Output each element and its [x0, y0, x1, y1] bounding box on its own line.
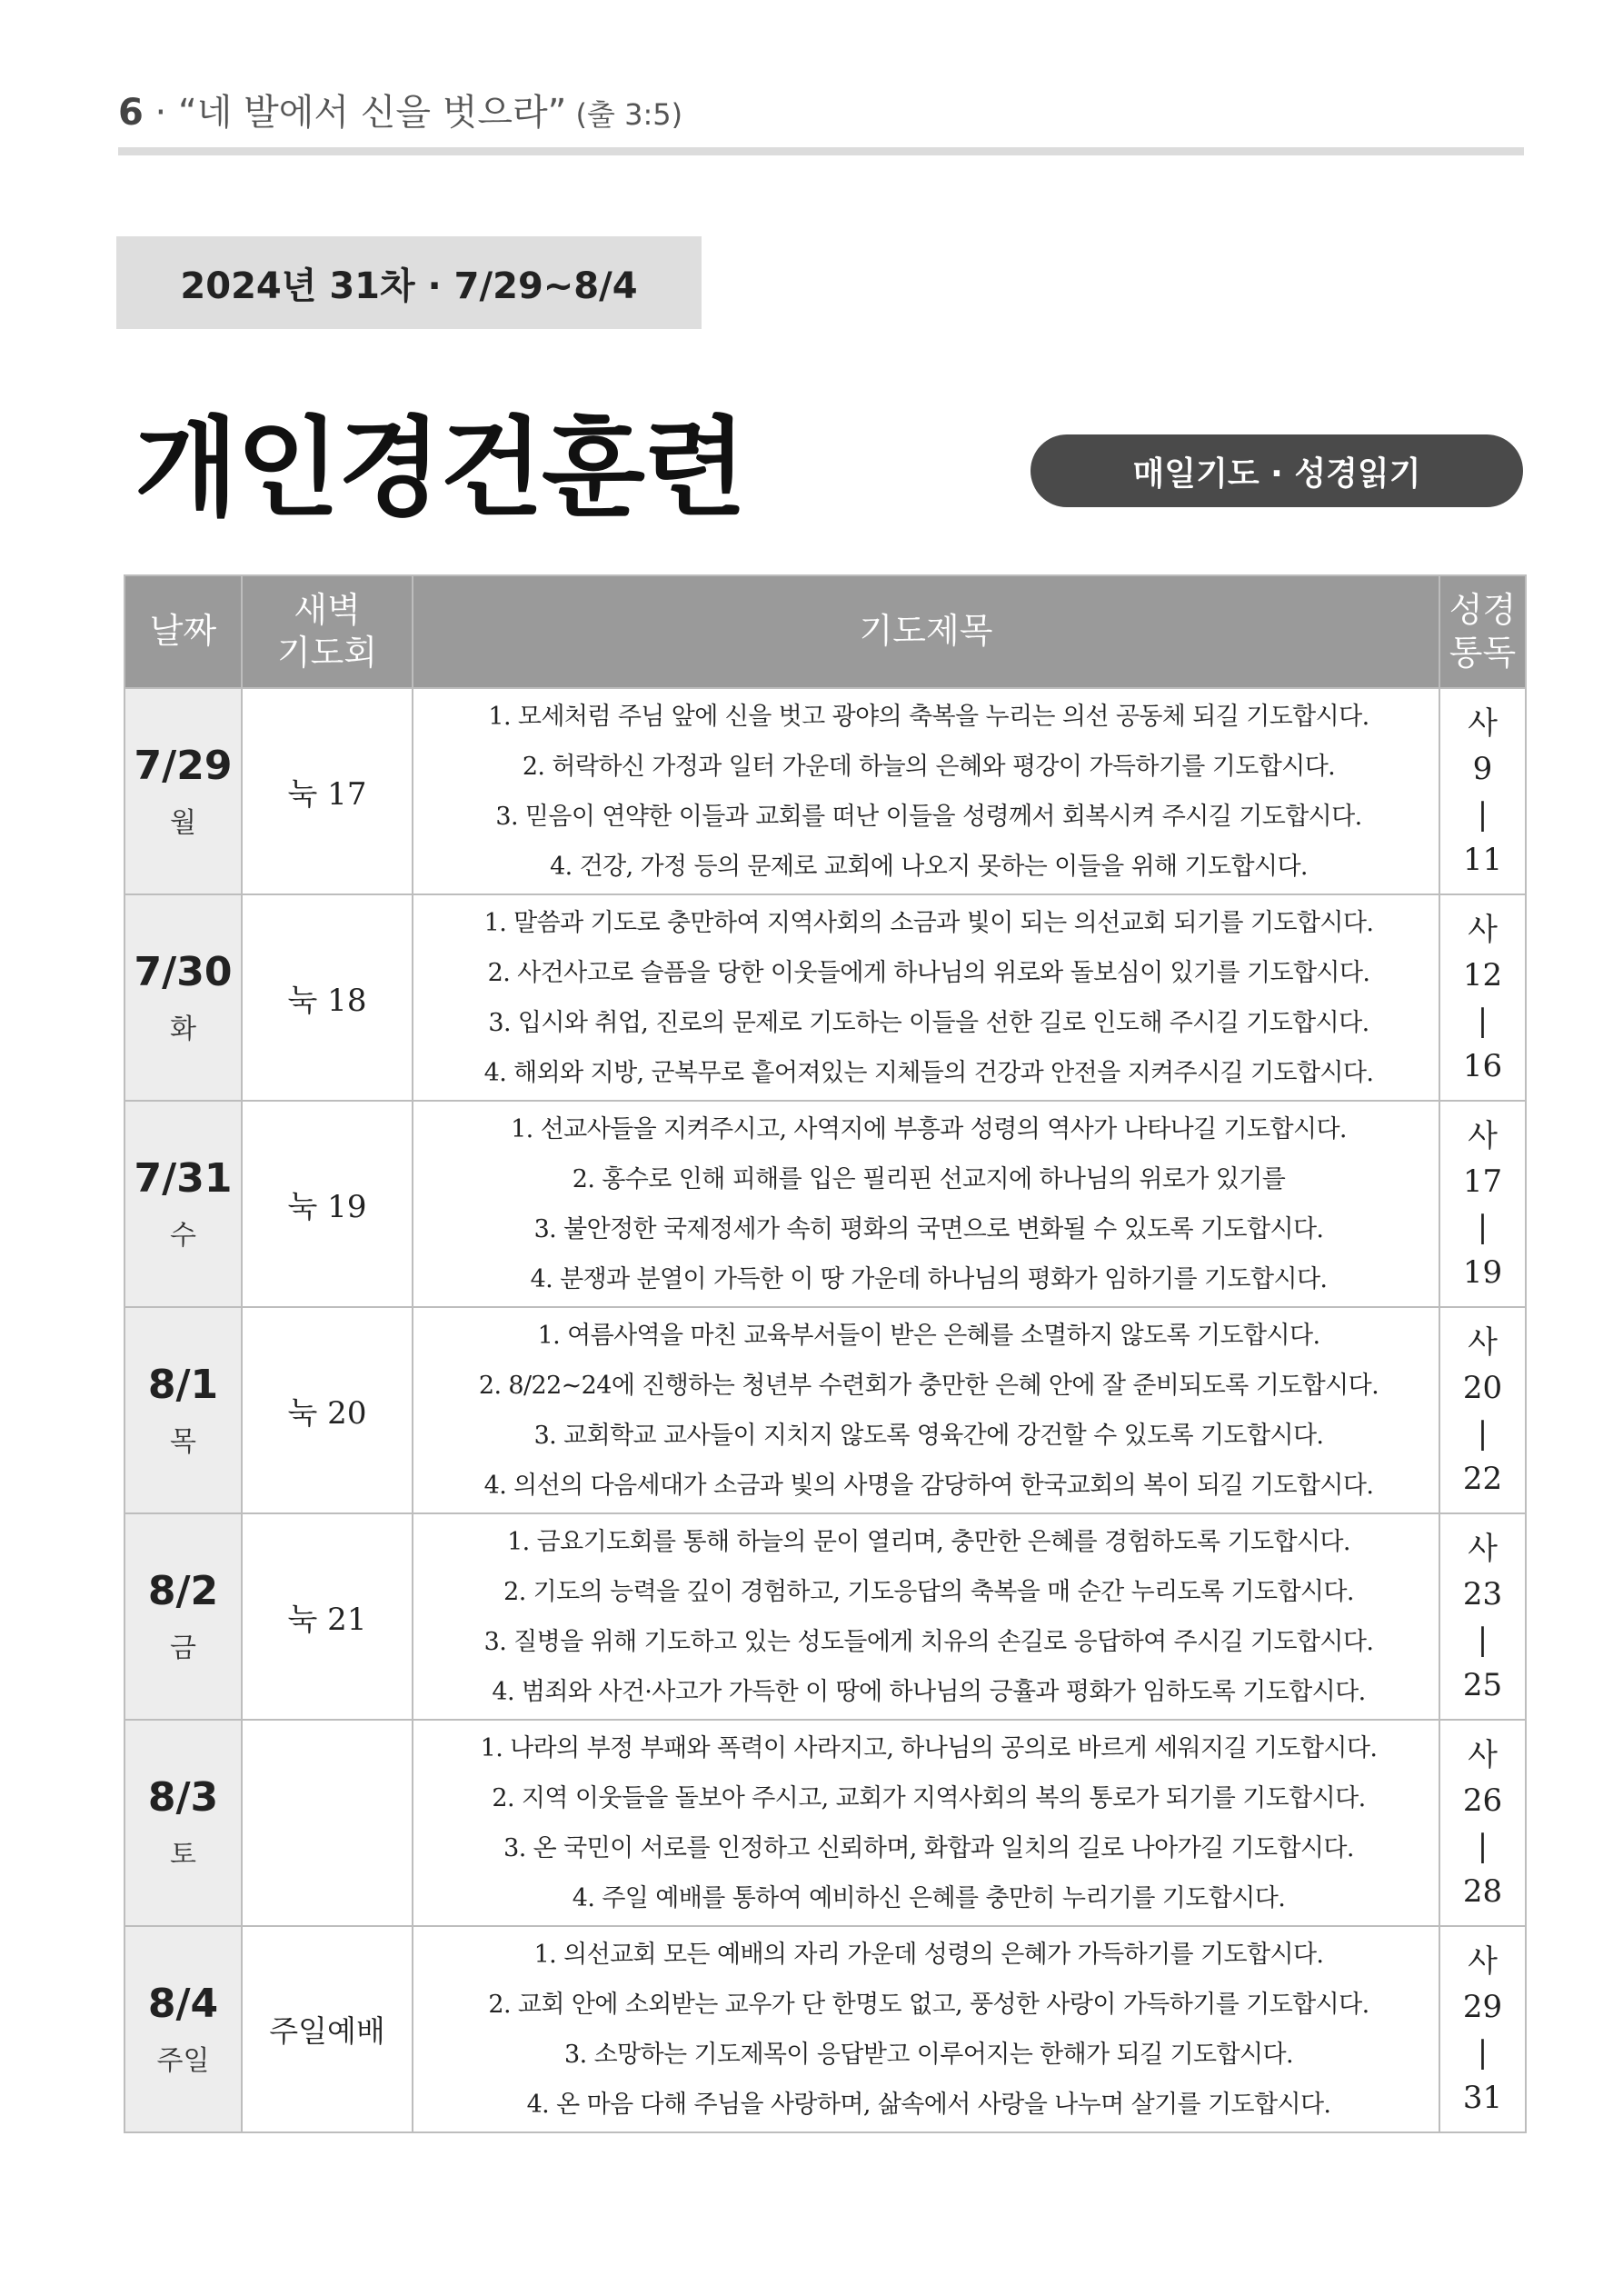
bible-end: 11: [1462, 841, 1503, 878]
bible-start: 9: [1472, 750, 1493, 787]
bible-cell: [1439, 894, 1526, 1101]
bible-book: 사: [1468, 704, 1498, 742]
weekday-label: 수: [170, 1220, 196, 1252]
table-row: [124, 1513, 1526, 1720]
bible-book: 사: [1468, 1323, 1498, 1361]
dawn-cell: [242, 894, 413, 1101]
header-reference: (출 3:5): [566, 97, 683, 132]
prayer-item: 2. 홍수로 인해 피해를 입은 필리핀 선교지에 하나님의 위로가 있기를: [572, 1164, 1286, 1193]
header-dawn: [242, 575, 413, 688]
date-cell: [124, 1926, 242, 2132]
date-cell: [124, 1307, 242, 1513]
weekday-label: 주일: [156, 2045, 210, 2077]
prayer-item: 4. 온 마음 다해 주님을 사랑하며, 삶속에서 사랑을 나누며 살기를 기도합시다.: [526, 2090, 1331, 2119]
dawn-passage: 눅 17: [287, 776, 367, 813]
bible-start: 17: [1462, 1163, 1503, 1200]
weekday-label: 금: [170, 1632, 196, 1664]
prayer-item: 2. 사건사고로 슬픔을 당한 이웃들에게 하나님의 위로와 돌보심이 있기를 기도합시다.: [487, 958, 1370, 987]
page-title: 개인경건훈련: [134, 405, 745, 531]
prayer-cell: [413, 1513, 1439, 1720]
table-row: [124, 1926, 1526, 2132]
date-label: 7/30: [134, 949, 233, 995]
bible-start: 12: [1462, 956, 1503, 993]
prayer-item: 1. 의선교회 모든 예배의 자리 가운데 성령의 은혜가 가득하기를 기도합시다.: [533, 1940, 1324, 1969]
prayer-item: 3. 소망하는 기도제목이 응답받고 이루어지는 한해가 되길 기도합시다.: [564, 2040, 1293, 2069]
page-number: 6: [118, 92, 144, 134]
dawn-passage: 눅 18: [287, 983, 367, 1019]
date-label: 8/2: [147, 1568, 219, 1614]
date-cell: [124, 688, 242, 894]
header-separator: ·: [143, 92, 178, 134]
date-label: 7/31: [134, 1155, 233, 1202]
date-label: 8/1: [147, 1362, 219, 1408]
dawn-cell: [242, 1513, 413, 1720]
bible-cell: [1439, 1720, 1526, 1926]
table-row: [124, 1720, 1526, 1926]
header-topic: 기도제목: [413, 575, 1439, 688]
dawn-passage: 눅 19: [287, 1189, 367, 1225]
bible-start: 23: [1462, 1575, 1503, 1612]
prayer-item: 2. 교회 안에 소외받는 교우가 단 한명도 없고, 풍성한 사랑이 가득하기를 기도합시다.: [488, 1990, 1369, 2019]
prayer-item: 3. 입시와 취업, 진로의 문제로 기도하는 이들을 선한 길로 인도해 주시길 기도합시다.: [488, 1008, 1369, 1037]
bible-dash: |: [1477, 1002, 1489, 1039]
bible-cell: [1439, 688, 1526, 894]
prayer-item: 4. 의선의 다음세대가 소금과 빛의 사명을 감당하여 한국교회의 복이 되길 기도합시다.: [483, 1471, 1374, 1500]
bible-end: 16: [1462, 1047, 1503, 1084]
prayer-item: 4. 주일 예배를 통하여 예비하신 은혜를 충만히 누리기를 기도합시다.: [572, 1883, 1286, 1912]
date-cell: [124, 1513, 242, 1720]
prayer-item: 1. 나라의 부정 부패와 폭력이 사라지고, 하나님의 공의로 바르게 세워지길 기도합시다.: [480, 1733, 1378, 1762]
header-quote: “네 발에서 신을 벗으라”: [178, 92, 567, 134]
bible-start: 20: [1462, 1369, 1503, 1406]
prayer-item: 2. 8/22~24에 진행하는 청년부 수련회가 충만한 은혜 안에 잘 준비되도록 기도합시다.: [478, 1371, 1379, 1400]
table-row: [124, 894, 1526, 1101]
prayer-item: 1. 선교사들을 지켜주시고, 사역지에 부흥과 성령의 역사가 나타나길 기도합시다.: [511, 1114, 1347, 1143]
date-label: 8/3: [147, 1774, 219, 1821]
prayer-cell: [413, 1101, 1439, 1307]
prayer-item: 1. 모세처럼 주님 앞에 신을 벗고 광야의 축복을 누리는 의선 공동체 되길 기도합시다.: [488, 702, 1369, 731]
dawn-cell: [242, 1926, 413, 2132]
bible-cell: [1439, 1101, 1526, 1307]
dawn-passage: 주일예배: [269, 2013, 385, 2049]
header-dawn-line1: 새벽: [294, 589, 361, 630]
bible-start: 29: [1462, 1988, 1503, 2025]
weekday-label: 월: [170, 807, 196, 839]
prayer-cell: [413, 688, 1439, 894]
dawn-passage: 눅 21: [287, 1602, 367, 1638]
prayer-item: 2. 기도의 능력을 깊이 경험하고, 기도응답의 축복을 매 순간 누리도록 기도합시다.: [503, 1577, 1354, 1606]
bible-dash: |: [1477, 2033, 1489, 2071]
table-header-row: [124, 575, 1526, 688]
bible-cell: [1439, 1513, 1526, 1720]
prayer-item: 4. 해외와 지방, 군복무로 흩어져있는 지체들의 건강과 안전을 지켜주시길 기도합시다.: [483, 1058, 1374, 1087]
bible-book: 사: [1468, 911, 1498, 948]
date-cell: [124, 1720, 242, 1926]
date-label: 8/4: [147, 1981, 219, 2027]
bible-book: 사: [1468, 1736, 1498, 1773]
dawn-cell: [242, 1307, 413, 1513]
bible-start: 26: [1462, 1782, 1503, 1819]
bible-book: 사: [1468, 1942, 1498, 1980]
dawn-passage: 눅 20: [287, 1395, 367, 1432]
bible-end: 31: [1462, 2079, 1503, 2116]
prayer-item: 4. 건강, 가정 등의 문제로 교회에 나오지 못하는 이들을 위해 기도합시다.: [550, 852, 1308, 881]
prayer-cell: [413, 1307, 1439, 1513]
header-date: 날짜: [124, 575, 242, 688]
bible-end: 25: [1462, 1666, 1503, 1703]
header-bible-line1: 성경: [1449, 589, 1517, 630]
bible-end: 19: [1462, 1253, 1503, 1291]
prayer-item: 1. 여름사역을 마친 교육부서들이 받은 은혜를 소멸하지 않도록 기도합시다.: [537, 1321, 1320, 1350]
prayer-item: 1. 말씀과 기도로 충만하여 지역사회의 소금과 빛이 되는 의선교회 되기를 기도합시다.: [483, 908, 1374, 937]
dawn-cell: [242, 1720, 413, 1926]
prayer-cell: [413, 894, 1439, 1101]
prayer-item: 3. 믿음이 연약한 이들과 교회를 떠난 이들을 성령께서 회복시켜 주시길 기도합시다.: [495, 802, 1362, 831]
header-bible-line2: 통독: [1449, 633, 1517, 673]
prayer-item: 4. 분쟁과 분열이 가득한 이 땅 가운데 하나님의 평화가 임하기를 기도합시다.: [530, 1264, 1328, 1293]
prayer-item: 4. 범죄와 사건·사고가 가득한 이 땅에 하나님의 긍휼과 평화가 임하도록 기도합시다.: [492, 1677, 1366, 1706]
bible-cell: [1439, 1926, 1526, 2132]
dawn-cell: [242, 1101, 413, 1307]
prayer-cell: [413, 1720, 1439, 1926]
date-cell: [124, 1101, 242, 1307]
bible-end: 28: [1462, 1872, 1503, 1910]
subtitle-pill: 매일기도 · 성경읽기: [1031, 434, 1523, 507]
weekday-label: 목: [170, 1426, 196, 1458]
weekday-label: 화: [170, 1013, 196, 1045]
prayer-item: 2. 허락하신 가정과 일터 가운데 하늘의 은혜와 평강이 가득하기를 기도합시다.: [522, 752, 1336, 781]
bible-book: 사: [1468, 1117, 1498, 1154]
prayer-item: 3. 불안정한 국제정세가 속히 평화의 국면으로 변화될 수 있도록 기도합시다.: [533, 1214, 1324, 1243]
dawn-cell: [242, 688, 413, 894]
table-row: [124, 1101, 1526, 1307]
bible-dash: |: [1477, 1621, 1489, 1658]
prayer-item: 2. 지역 이웃들을 돌보아 주시고, 교회가 지역사회의 복의 통로가 되기를 기도합시다.: [492, 1783, 1366, 1812]
page-header: [118, 84, 682, 135]
week-label: 2024년 31차 · 7/29~8/4: [116, 236, 702, 329]
header-dawn-line2: 기도회: [276, 633, 378, 673]
bible-end: 22: [1462, 1460, 1503, 1497]
bible-cell: [1439, 1307, 1526, 1513]
bible-dash: |: [1477, 1208, 1489, 1245]
schedule-table: [124, 574, 1527, 2133]
weekday-label: 토: [170, 1839, 196, 1871]
header-rule: [118, 147, 1524, 155]
bible-book: 사: [1468, 1530, 1498, 1567]
bible-dash: |: [1477, 795, 1489, 833]
prayer-item: 1. 금요기도회를 통해 하늘의 문이 열리며, 충만한 은혜를 경험하도록 기도합시다.: [507, 1527, 1350, 1556]
bible-dash: |: [1477, 1827, 1489, 1864]
prayer-cell: [413, 1926, 1439, 2132]
table-row: [124, 688, 1526, 894]
prayer-item: 3. 교회학교 교사들이 지치지 않도록 영육간에 강건할 수 있도록 기도합시다.: [533, 1421, 1324, 1450]
bible-dash: |: [1477, 1414, 1489, 1452]
header-bible: [1439, 575, 1526, 688]
prayer-item: 3. 질병을 위해 기도하고 있는 성도들에게 치유의 손길로 응답하여 주시길 기도합시다.: [483, 1627, 1374, 1656]
table-row: [124, 1307, 1526, 1513]
date-cell: [124, 894, 242, 1101]
prayer-item: 3. 온 국민이 서로를 인정하고 신뢰하며, 화합과 일치의 길로 나아가길 기도합시다.: [503, 1833, 1354, 1862]
date-label: 7/29: [134, 743, 233, 789]
